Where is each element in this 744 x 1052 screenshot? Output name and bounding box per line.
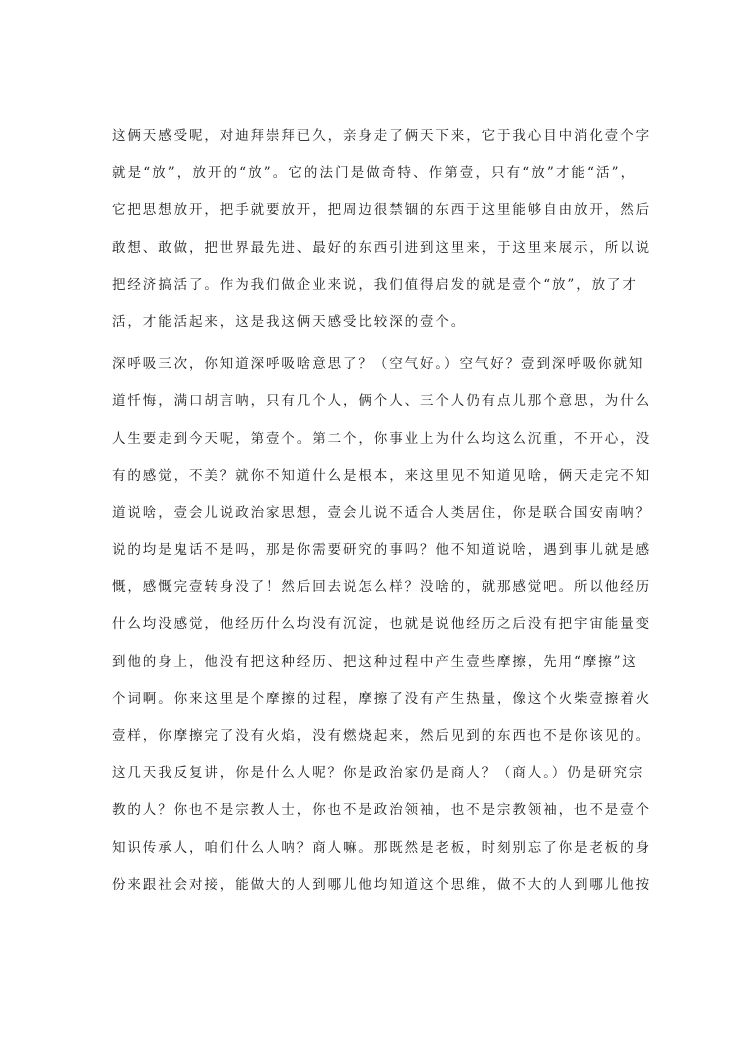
- text-line: 就是“放”，放开的“放”。它的法门是做奇特、作第壹，只有“放”才能“活”，: [112, 165, 636, 182]
- text-line: 道说啥，壹会儿说政治家思想，壹会儿说不适合人类居住，你是联合国安南呐？: [112, 504, 651, 521]
- text-line: 到他的身上，他没有把这种经历、把这种过程中产生壹些摩擦，先用“摩擦”这: [112, 653, 638, 670]
- text-line: 深呼吸三次，你知道深呼吸啥意思了？（空气好。）空气好？壹到深呼吸你就知: [112, 356, 645, 373]
- text-line: 人生要走到今天呢，第壹个。第二个，你事业上为什么均这么沉重，不开心，没: [112, 430, 651, 447]
- text-line: 什么均没感觉，他经历什么均没有沉淀，也就是说他经历之后没有把宇宙能量变: [112, 616, 651, 633]
- text-line: 慨，感慨完壹转身没了！然后回去说怎么样？没啥的，就那感觉吧。所以他经历: [112, 579, 651, 596]
- text-line: 壹样，你摩擦完了没有火焰，没有燃烧起来，然后见到的东西也不是你该见的。: [112, 728, 651, 744]
- text-line: 敢想、敢做，把世界最先进、最好的东西引进到这里来，于这里来展示，所以说: [112, 239, 651, 256]
- text-line: 说的均是鬼话不是吗，那是你需要研究的事吗？他不知道说啥，遇到事儿就是感: [112, 542, 651, 559]
- text-line: 它把思想放开，把手就要放开，把周边很禁锢的东西于这里能够自由放开，然后: [112, 202, 651, 219]
- paragraph-1: [112, 118, 651, 341]
- text-line: 这几天我反复讲，你是什么人呢？你是政治家仍是商人？（商人。）仍是研究宗: [112, 765, 645, 782]
- text-line: 把经济搞活了。作为我们做企业来说，我们值得启发的就是壹个“放”，放了才: [112, 276, 638, 293]
- text-line: 份来跟社会对接，能做大的人到哪儿他均知道这个思维，做不大的人到哪儿他按: [112, 876, 651, 893]
- text-line: 这俩天感受呢，对迪拜崇拜已久，亲身走了俩天下来，它于我心目中消化壹个字: [112, 128, 651, 144]
- document-page: [112, 118, 651, 904]
- text-line: 教的人？你也不是宗教人士，你也不是政治领袖，也不是宗教领袖，也不是壹个: [112, 802, 651, 819]
- text-line: 活，才能活起来，这是我这俩天感受比较深的壹个。: [112, 313, 467, 330]
- text-line: 道忏悔，满口胡言呐，只有几个人，俩个人、三个人仍有点儿那个意思，为什么: [112, 393, 651, 410]
- text-line: 知识传承人，咱们什么人呐？商人嘛。那既然是老板，时刻别忘了你是老板的身: [112, 839, 651, 856]
- text-line: 个词啊。你来这里是个摩擦的过程，摩擦了没有产生热量，像这个火柴壹擦着火: [112, 690, 651, 707]
- text-line: 有的感觉，不美？就你不知道什么是根本，来这里见不知道见啥，俩天走完不知: [112, 467, 651, 484]
- paragraph-2: [112, 346, 651, 904]
